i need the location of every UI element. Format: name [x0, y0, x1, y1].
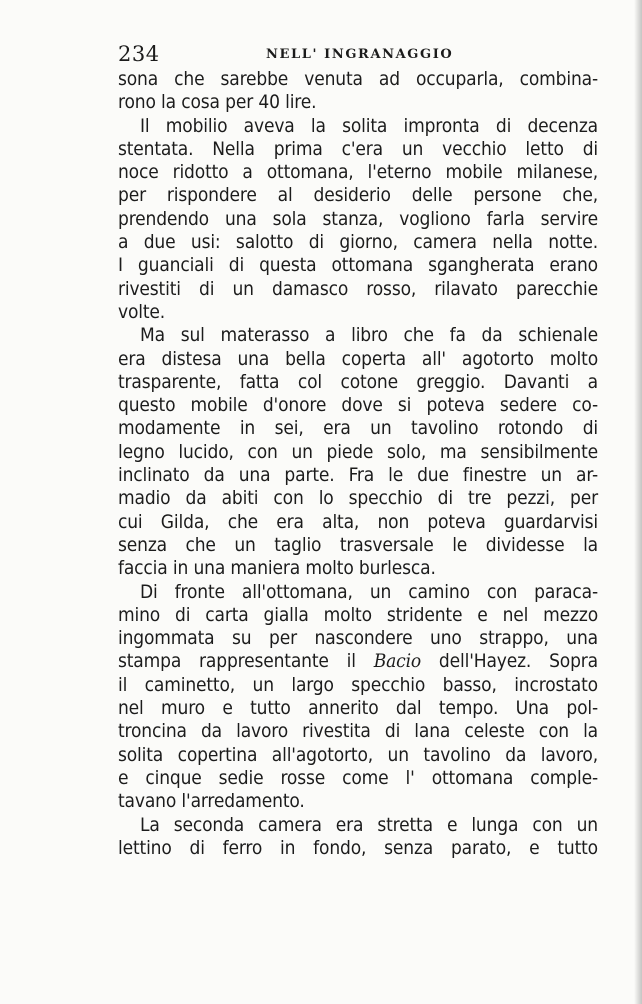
text-line: inclinato da una parte. Fra le due finestre un ar-	[118, 464, 598, 487]
text-line: noce ridotto a ottomana, l'eterno mobile milanese,	[118, 161, 598, 184]
text-line: nel muro e tutto annerito dal tempo. Una pol-	[118, 697, 598, 720]
text-line: Il mobilio aveva la solita impronta di decenza	[140, 114, 598, 137]
text-line: solita copertina all'agotorto, un tavolino da lavoro,	[118, 743, 598, 766]
text-line: lettino di ferro in fondo, senza parato, e tutto	[118, 836, 598, 859]
text-line: rivestiti di un damasco rosso, rilavato parecchie	[118, 277, 598, 300]
text-line: per rispondere al desiderio delle persone che,	[118, 184, 598, 207]
text-line: madio da abiti con lo specchio di tre pezzi, per	[118, 487, 598, 510]
text-line: stampa rappresentante il Bacio dell'Hayez. Sopra	[118, 650, 598, 673]
text-line: senza che un taglio trasversale le dividesse la	[118, 533, 598, 556]
text-line: tavano l'arredamento.	[118, 790, 305, 813]
text-line: questo mobile d'onore dove si poteva sedere co-	[118, 394, 598, 417]
text-line: trasparente, fatta col cotone greggio. Davanti a	[118, 370, 598, 393]
text-line: Di fronte all'ottomana, un camino con paraca-	[140, 580, 598, 603]
text-line: stentata. Nella prima c'era un vecchio letto di	[118, 137, 598, 160]
text-line: troncina da lavoro rivestita di lana celeste con la	[118, 720, 598, 743]
text-line: era distesa una bella coperta all' agotorto molto	[118, 347, 598, 370]
text-line: faccia in una maniera molto burlesca.	[118, 557, 436, 580]
text-line: legno lucido, con un piede solo, ma sensibilmente	[118, 440, 598, 463]
text-line: I guanciali di questa ottomana sgangherata erano	[118, 254, 598, 277]
text-line: modamente in sei, era un tavolino rotondo di	[118, 417, 598, 440]
text-line: il caminetto, un largo specchio basso, incrostato	[118, 673, 598, 696]
page-edge-shadow	[634, 0, 642, 1004]
text-line: sona che sarebbe venuta ad occuparla, combina-	[118, 68, 598, 90]
text-line: ingommata su per nascondere uno strappo, una	[118, 627, 598, 650]
body-text	[118, 68, 598, 860]
text-line: volte.	[118, 300, 166, 323]
text-line: a due usi: salotto di giorno, camera nella notte.	[118, 231, 598, 254]
text-line: mino di carta gialla molto stridente e nel mezzo	[118, 603, 598, 626]
text-line: rono la cosa per 40 lire.	[118, 91, 317, 114]
page-number: 234	[118, 42, 160, 66]
text-line: e cinque sedie rosse come l' ottomana comple-	[118, 766, 598, 789]
text-line: cui Gilda, che era alta, non poteva guardarvisi	[118, 510, 598, 533]
text-line: La seconda camera era stretta e lunga con un	[140, 813, 598, 836]
text-line: prendendo una sola stanza, vogliono farla servire	[118, 207, 598, 230]
italic-title: Bacio	[373, 650, 422, 673]
running-head: NELL' INGRANAGGIO	[266, 47, 454, 62]
text-line: Ma sul materasso a libro che fa da schienale	[140, 324, 598, 347]
page-header	[118, 40, 598, 70]
